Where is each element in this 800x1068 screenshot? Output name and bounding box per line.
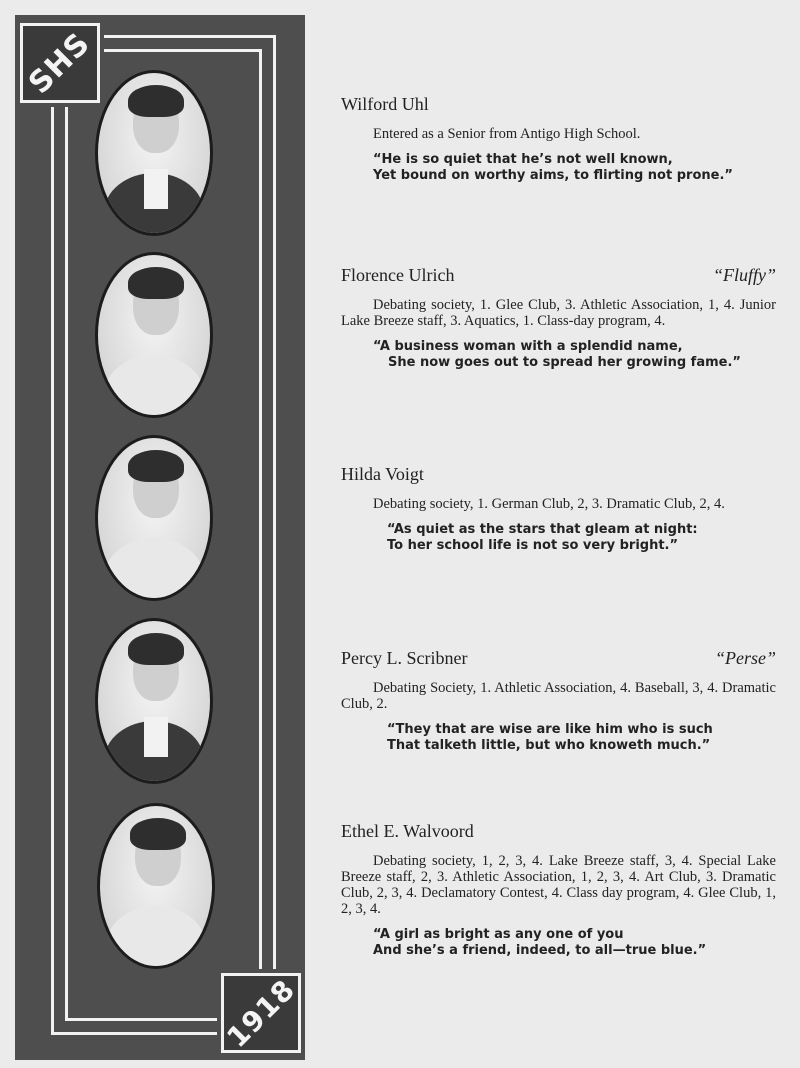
student-activities: Entered as a Senior from Antigo High School. (373, 126, 641, 142)
student-activities: Debating Society, 1. Athletic Association, 4. Baseball, 3, 4. Dramatic Club, 2. (341, 680, 776, 712)
student-nickname: “Perse” (714, 648, 776, 668)
quote-line: “A girl as bright as any one of you (373, 927, 624, 942)
quote-line: She now goes out to spread her growing fame.” (388, 355, 741, 370)
senior-entry (341, 648, 776, 754)
shs-badge-text: SHS (22, 25, 98, 101)
quote-line: “A business woman with a splendid name, (373, 339, 683, 354)
quote-line: “As quiet as the stars that gleam at night: (387, 522, 698, 537)
senior-entry (341, 94, 776, 184)
quote-line: “He is so quiet that he’s not well known, (373, 152, 673, 167)
student-quote (373, 152, 776, 184)
quote-line: To her school life is not so very bright.” (387, 538, 679, 553)
student-name: Wilford Uhl (341, 94, 429, 114)
senior-entry (341, 265, 776, 371)
photo-panel (15, 15, 305, 1060)
student-quote (373, 339, 776, 371)
student-activities: Debating society, 1. Glee Club, 3. Athletic Association, 1, 4. Junior Lake Breeze staff, 3. Aquatics, 1. Class-day program, 4. (341, 297, 776, 329)
student-name: Ethel E. Walvoord (341, 821, 474, 841)
student-name: Florence Ulrich (341, 265, 455, 285)
student-nickname: “Fluffy” (712, 265, 776, 285)
student-name: Percy L. Scribner (341, 648, 468, 668)
senior-entry (341, 464, 776, 554)
quote-line: And she’s a friend, indeed, to all—true blue.” (373, 943, 707, 958)
shs-badge (20, 23, 100, 103)
quote-line: Yet bound on worthy aims, to flirting not prone.” (373, 168, 733, 183)
quote-line: “They that are wise are like him who is such (387, 722, 713, 737)
senior-entry (341, 821, 776, 959)
portrait-wilford-uhl (95, 70, 213, 236)
portrait-hilda-voigt (95, 435, 213, 601)
portrait-ethel-walvoord (97, 803, 215, 969)
portrait-florence-ulrich (95, 252, 213, 418)
year-badge-text: 1918 (220, 972, 302, 1054)
student-quote (387, 522, 776, 554)
student-activities: Debating society, 1. German Club, 2, 3. Dramatic Club, 2, 4. (373, 496, 725, 512)
student-quote (373, 927, 776, 959)
year-badge (221, 973, 301, 1053)
portrait-percy-scribner (95, 618, 213, 784)
student-name: Hilda Voigt (341, 464, 424, 484)
quote-line: That talketh little, but who knoweth much.” (387, 738, 711, 753)
student-quote (387, 722, 776, 754)
student-activities: Debating society, 1, 2, 3, 4. Lake Breeze staff, 3, 4. Special Lake Breeze staff, 2, 3. Athletic Association, 1, 2, 3, 4. Art Club, 3. Dramatic Club, 2, 3, 4. Declamatory Contest, 4. Class day program, 4. Glee Club, 1, 2, 3, 4. (341, 853, 776, 917)
